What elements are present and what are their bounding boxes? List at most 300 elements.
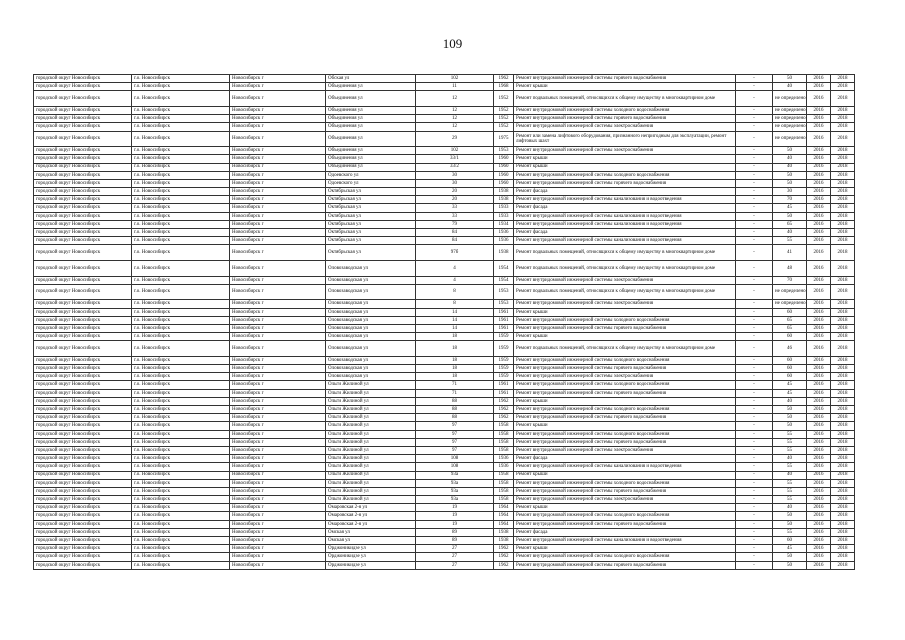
cell-street: Одоевского ул (326, 171, 416, 179)
cell-work-type: Ремонт внутридомовой инженерной системы горячего водоснабжения (514, 75, 736, 83)
cell-house: 27 (416, 561, 494, 569)
cell-work-type: Ремонт внутридомовой инженерной системы холодного водоснабжения (514, 356, 736, 364)
cell-house: 14 (416, 308, 494, 316)
cell-dash: - (736, 545, 773, 553)
cell-year: 1936 (494, 463, 514, 471)
cell-price: 40 (773, 163, 807, 171)
cell-house: 27 (416, 553, 494, 561)
cell-work-type: Ремонт крыши (514, 545, 736, 553)
cell-price: 70 (773, 276, 807, 284)
table-row (34, 75, 855, 83)
cell-year: 1964 (494, 504, 514, 512)
cell-work-type: Ремонт крыши (514, 308, 736, 316)
cell-okrug: городской округ Новосибирск (34, 196, 132, 204)
table-row (34, 520, 855, 528)
table-row (34, 389, 855, 397)
cell-work-type: Ремонт фасада (514, 188, 736, 196)
table-row (34, 561, 855, 569)
cell-year: 1953 (494, 284, 514, 300)
cell-house: 4 (416, 260, 494, 276)
table-row (34, 196, 855, 204)
cell-price: 40 (773, 229, 807, 237)
cell-house: 33/2 (416, 163, 494, 171)
cell-street: Омская ул (326, 528, 416, 536)
cell-price: не определено (773, 115, 807, 123)
cell-year: 1961 (494, 381, 514, 389)
cell-settlement: Новосибирск г (230, 496, 326, 504)
cell-work-type: Ремонт или замена лифтового оборудования, признанного непригодным для эксплуатации, ремонт лифтовых шахт (514, 131, 736, 147)
cell-go: г.о. Новосибирск (132, 463, 230, 471)
cell-okrug: городской округ Новосибирск (34, 276, 132, 284)
cell-year-start: 2016 (807, 333, 831, 341)
cell-year-start: 2016 (807, 229, 831, 237)
cell-work-type: Ремонт фасада (514, 528, 736, 536)
cell-dash: - (736, 446, 773, 454)
cell-go: г.о. Новосибирск (132, 316, 230, 324)
table-row (34, 333, 855, 341)
cell-settlement: Новосибирск г (230, 430, 326, 438)
cell-dash: - (736, 188, 773, 196)
cell-year-start: 2016 (807, 204, 831, 212)
cell-okrug: городской округ Новосибирск (34, 324, 132, 332)
cell-house: 19 (416, 512, 494, 520)
cell-settlement: Новосибирск г (230, 316, 326, 324)
cell-year: 1933 (494, 204, 514, 212)
cell-go: г.о. Новосибирск (132, 553, 230, 561)
cell-settlement: Новосибирск г (230, 196, 326, 204)
cell-year-end: 2018 (831, 553, 855, 561)
cell-dash: - (736, 365, 773, 373)
cell-go: г.о. Новосибирск (132, 455, 230, 463)
cell-street: Октябрьская ул (326, 188, 416, 196)
cell-dash: - (736, 561, 773, 569)
cell-year: 1959 (494, 356, 514, 364)
cell-settlement: Новосибирск г (230, 455, 326, 463)
cell-okrug: городской округ Новосибирск (34, 528, 132, 536)
cell-settlement: Новосибирск г (230, 471, 326, 479)
cell-year: 1958 (494, 438, 514, 446)
cell-dash: - (736, 212, 773, 220)
cell-go: г.о. Новосибирск (132, 561, 230, 569)
cell-go: г.о. Новосибирск (132, 229, 230, 237)
cell-okrug: городской округ Новосибирск (34, 75, 132, 83)
cell-dash: - (736, 106, 773, 114)
cell-go: г.о. Новосибирск (132, 356, 230, 364)
cell-dash: - (736, 123, 773, 131)
cell-dash: - (736, 300, 773, 308)
table-row (34, 463, 855, 471)
cell-year-end: 2018 (831, 237, 855, 245)
cell-year-start: 2016 (807, 397, 831, 405)
cell-house: 97 (416, 422, 494, 430)
table-row (34, 365, 855, 373)
cell-dash: - (736, 520, 773, 528)
cell-house: 18 (416, 365, 494, 373)
cell-year-start: 2016 (807, 528, 831, 536)
cell-street: Ольги Жилиной ул (326, 455, 416, 463)
cell-dash: - (736, 373, 773, 381)
cell-dash: - (736, 553, 773, 561)
cell-house: 12 (416, 106, 494, 114)
cell-price: 41 (773, 245, 807, 261)
cell-settlement: Новосибирск г (230, 106, 326, 114)
cell-settlement: Новосибирск г (230, 487, 326, 495)
cell-year-end: 2018 (831, 397, 855, 405)
cell-year-start: 2016 (807, 422, 831, 430)
cell-year-end: 2018 (831, 276, 855, 284)
cell-year-end: 2018 (831, 463, 855, 471)
table-row (34, 487, 855, 495)
cell-go: г.о. Новосибирск (132, 446, 230, 454)
cell-year-start: 2016 (807, 471, 831, 479)
cell-go: г.о. Новосибирск (132, 341, 230, 357)
cell-dash: - (736, 237, 773, 245)
cell-year-start: 2016 (807, 324, 831, 332)
cell-okrug: городской округ Новосибирск (34, 422, 132, 430)
cell-settlement: Новосибирск г (230, 333, 326, 341)
cell-street: Оловозаводская ул (326, 333, 416, 341)
cell-work-type: Ремонт внутридомовой инженерной системы холодного водоснабжения (514, 171, 736, 179)
cell-price: 55 (773, 430, 807, 438)
cell-street: Ольги Жилиной ул (326, 430, 416, 438)
cell-go: г.о. Новосибирск (132, 545, 230, 553)
cell-street: Объединения ул (326, 91, 416, 107)
cell-dash: - (736, 463, 773, 471)
cell-price: 30 (773, 188, 807, 196)
cell-settlement: Новосибирск г (230, 341, 326, 357)
cell-work-type: Ремонт крыши (514, 397, 736, 405)
cell-price: 55 (773, 446, 807, 454)
cell-settlement: Новосибирск г (230, 83, 326, 91)
cell-house: 12 (416, 123, 494, 131)
table-row (34, 553, 855, 561)
cell-year-end: 2018 (831, 316, 855, 324)
cell-settlement: Новосибирск г (230, 414, 326, 422)
table-row (34, 537, 855, 545)
cell-year: 1959 (494, 365, 514, 373)
cell-dash: - (736, 397, 773, 405)
cell-go: г.о. Новосибирск (132, 381, 230, 389)
cell-house: 102 (416, 147, 494, 155)
cell-year-start: 2016 (807, 406, 831, 414)
cell-year-end: 2018 (831, 422, 855, 430)
cell-year-end: 2018 (831, 520, 855, 528)
cell-work-type: Ремонт внутридомовой инженерной системы канализования и водоотведения (514, 196, 736, 204)
cell-house: 18 (416, 356, 494, 364)
cell-year-end: 2018 (831, 115, 855, 123)
cell-year: 1936 (494, 455, 514, 463)
cell-dash: - (736, 504, 773, 512)
cell-year-start: 2016 (807, 553, 831, 561)
cell-go: г.о. Новосибирск (132, 528, 230, 536)
cell-okrug: городской округ Новосибирск (34, 155, 132, 163)
cell-okrug: городской округ Новосибирск (34, 496, 132, 504)
cell-year: 1962 (494, 406, 514, 414)
cell-street: Объединения ул (326, 163, 416, 171)
cell-dash: - (736, 204, 773, 212)
cell-year-end: 2018 (831, 324, 855, 332)
cell-dash: - (736, 83, 773, 91)
cell-street: Оловозаводская ул (326, 308, 416, 316)
cell-okrug: городской округ Новосибирск (34, 316, 132, 324)
cell-house: 71 (416, 381, 494, 389)
cell-price: 55 (773, 496, 807, 504)
cell-street: Омаровская 2-я ул (326, 512, 416, 520)
cell-street: Объединения ул (326, 83, 416, 91)
cell-year: 1954 (494, 260, 514, 276)
cell-go: г.о. Новосибирск (132, 123, 230, 131)
cell-year-start: 2016 (807, 163, 831, 171)
cell-year: 1938 (494, 196, 514, 204)
cell-price: не определено (773, 91, 807, 107)
table-row (34, 237, 855, 245)
cell-street: Оловозаводская ул (326, 341, 416, 357)
cell-year: 1959 (494, 341, 514, 357)
cell-year: 1959 (494, 333, 514, 341)
cell-house: 93а (416, 471, 494, 479)
cell-year: 1952 (494, 115, 514, 123)
cell-year-end: 2018 (831, 365, 855, 373)
cell-go: г.о. Новосибирск (132, 422, 230, 430)
cell-go: г.о. Новосибирск (132, 75, 230, 83)
cell-settlement: Новосибирск г (230, 123, 326, 131)
cell-dash: - (736, 333, 773, 341)
cell-street: Оловозаводская ул (326, 365, 416, 373)
cell-year: 1953 (494, 300, 514, 308)
cell-settlement: Новосибирск г (230, 91, 326, 107)
cell-year-end: 2018 (831, 430, 855, 438)
cell-okrug: городской округ Новосибирск (34, 463, 132, 471)
table-row (34, 356, 855, 364)
cell-year: 1938 (494, 537, 514, 545)
cell-settlement: Новосибирск г (230, 171, 326, 179)
table-row (34, 504, 855, 512)
cell-price: 55 (773, 463, 807, 471)
cell-okrug: городской округ Новосибирск (34, 163, 132, 171)
cell-go: г.о. Новосибирск (132, 276, 230, 284)
cell-house: 89 (416, 537, 494, 545)
cell-settlement: Новосибирск г (230, 179, 326, 187)
cell-year-start: 2016 (807, 504, 831, 512)
cell-price: не определено (773, 284, 807, 300)
cell-settlement: Новосибирск г (230, 520, 326, 528)
cell-house: 79 (416, 220, 494, 228)
cell-dash: - (736, 479, 773, 487)
cell-okrug: городской округ Новосибирск (34, 284, 132, 300)
cell-okrug: городской округ Новосибирск (34, 131, 132, 147)
cell-house: 8 (416, 300, 494, 308)
cell-work-type: Ремонт внутридомовой инженерной системы холодного водоснабжения (514, 106, 736, 114)
cell-okrug: городской округ Новосибирск (34, 438, 132, 446)
cell-go: г.о. Новосибирск (132, 115, 230, 123)
cell-street: Оловозаводская ул (326, 260, 416, 276)
cell-price: 50 (773, 179, 807, 187)
cell-price: 40 (773, 155, 807, 163)
cell-house: 33 (416, 212, 494, 220)
cell-year: 1936 (494, 237, 514, 245)
cell-year-start: 2016 (807, 284, 831, 300)
cell-street: Ольги Жилиной ул (326, 463, 416, 471)
cell-okrug: городской округ Новосибирск (34, 188, 132, 196)
cell-okrug: городской округ Новосибирск (34, 106, 132, 114)
cell-dash: - (736, 131, 773, 147)
cell-okrug: городской округ Новосибирск (34, 504, 132, 512)
table-row (34, 188, 855, 196)
cell-dash: - (736, 414, 773, 422)
cell-price: 60 (773, 308, 807, 316)
cell-house: 27 (416, 545, 494, 553)
cell-work-type: Ремонт крыши (514, 471, 736, 479)
table-row (34, 446, 855, 454)
table-row (34, 381, 855, 389)
cell-okrug: городской округ Новосибирск (34, 537, 132, 545)
cell-street: Одоевского ул (326, 179, 416, 187)
cell-year-start: 2016 (807, 356, 831, 364)
cell-price: 40 (773, 471, 807, 479)
cell-dash: - (736, 91, 773, 107)
cell-street: Объединения ул (326, 147, 416, 155)
table-row (34, 131, 855, 147)
cell-price: не определено (773, 131, 807, 147)
cell-year-start: 2016 (807, 446, 831, 454)
cell-work-type: Ремонт внутридомовой инженерной системы холодного водоснабжения (514, 406, 736, 414)
cell-year: 1962 (494, 75, 514, 83)
cell-year: 1958 (494, 471, 514, 479)
cell-street: Орджоникидзе ул (326, 561, 416, 569)
cell-go: г.о. Новосибирск (132, 155, 230, 163)
cell-house: 88 (416, 406, 494, 414)
cell-street: Обская ул (326, 75, 416, 83)
cell-house: 12 (416, 91, 494, 107)
cell-year-end: 2018 (831, 171, 855, 179)
cell-street: Оловозаводская ул (326, 356, 416, 364)
cell-year: 1958 (494, 430, 514, 438)
cell-year-end: 2018 (831, 83, 855, 91)
cell-year-start: 2016 (807, 245, 831, 261)
repair-schedule-table (33, 74, 855, 570)
table-row (34, 528, 855, 536)
cell-year-end: 2018 (831, 414, 855, 422)
cell-price: 60 (773, 356, 807, 364)
cell-year-start: 2016 (807, 496, 831, 504)
cell-settlement: Новосибирск г (230, 373, 326, 381)
cell-year-end: 2018 (831, 75, 855, 83)
cell-year-end: 2018 (831, 260, 855, 276)
cell-okrug: городской округ Новосибирск (34, 308, 132, 316)
cell-settlement: Новосибирск г (230, 528, 326, 536)
cell-year-end: 2018 (831, 333, 855, 341)
cell-work-type: Ремонт внутридомовой инженерной системы горячего водоснабжения (514, 179, 736, 187)
table-row (34, 316, 855, 324)
cell-go: г.о. Новосибирск (132, 147, 230, 155)
cell-price: 40 (773, 455, 807, 463)
cell-year-end: 2018 (831, 300, 855, 308)
cell-dash: - (736, 324, 773, 332)
cell-okrug: городской округ Новосибирск (34, 115, 132, 123)
table-row (34, 455, 855, 463)
cell-okrug: городской округ Новосибирск (34, 341, 132, 357)
cell-dash: - (736, 471, 773, 479)
cell-dash: - (736, 356, 773, 364)
cell-price: 55 (773, 487, 807, 495)
cell-year: 1961 (494, 308, 514, 316)
cell-street: Оловозаводская ул (326, 284, 416, 300)
cell-price: 55 (773, 479, 807, 487)
cell-okrug: городской округ Новосибирск (34, 381, 132, 389)
cell-year: 1962 (494, 414, 514, 422)
cell-year-end: 2018 (831, 229, 855, 237)
cell-okrug: городской округ Новосибирск (34, 179, 132, 187)
cell-go: г.о. Новосибирск (132, 479, 230, 487)
cell-year-end: 2018 (831, 406, 855, 414)
cell-street: Оловозаводская ул (326, 324, 416, 332)
cell-street: Орджоникидзе ул (326, 553, 416, 561)
cell-year-start: 2016 (807, 341, 831, 357)
table-row (34, 324, 855, 332)
cell-year-end: 2018 (831, 438, 855, 446)
cell-dash: - (736, 430, 773, 438)
table-row (34, 496, 855, 504)
cell-go: г.о. Новосибирск (132, 83, 230, 91)
table-row (34, 212, 855, 220)
cell-work-type: Ремонт внутридомовой инженерной системы электроснабжения (514, 446, 736, 454)
cell-year-start: 2016 (807, 545, 831, 553)
cell-dash: - (736, 528, 773, 536)
cell-year-end: 2018 (831, 356, 855, 364)
cell-okrug: городской округ Новосибирск (34, 123, 132, 131)
cell-settlement: Новосибирск г (230, 504, 326, 512)
cell-year-start: 2016 (807, 237, 831, 245)
cell-settlement: Новосибирск г (230, 324, 326, 332)
cell-work-type: Ремонт внутридомовой инженерной системы холодного водоснабжения (514, 512, 736, 520)
cell-price: 40 (773, 397, 807, 405)
cell-house: 30 (416, 179, 494, 187)
cell-dash: - (736, 260, 773, 276)
table-row (34, 397, 855, 405)
cell-street: Объединения ул (326, 123, 416, 131)
cell-settlement: Новосибирск г (230, 463, 326, 471)
cell-year: 1964 (494, 520, 514, 528)
cell-street: Ольги Жилиной ул (326, 414, 416, 422)
cell-go: г.о. Новосибирск (132, 171, 230, 179)
cell-house: 33/1 (416, 155, 494, 163)
cell-price: 65 (773, 324, 807, 332)
cell-year-start: 2016 (807, 91, 831, 107)
cell-year: 1933 (494, 212, 514, 220)
cell-year: 1959 (494, 373, 514, 381)
cell-dash: - (736, 147, 773, 155)
cell-year: 1952 (494, 123, 514, 131)
cell-street: Октябрьская ул (326, 220, 416, 228)
cell-price: 50 (773, 422, 807, 430)
cell-year-end: 2018 (831, 155, 855, 163)
cell-street: Ольги Жилиной ул (326, 389, 416, 397)
cell-work-type: Ремонт крыши (514, 333, 736, 341)
cell-work-type: Ремонт крыши (514, 83, 736, 91)
cell-settlement: Новосибирск г (230, 204, 326, 212)
cell-dash: - (736, 245, 773, 261)
cell-year: 1962 (494, 397, 514, 405)
cell-okrug: городской округ Новосибирск (34, 512, 132, 520)
cell-dash: - (736, 171, 773, 179)
cell-house: 19 (416, 520, 494, 528)
cell-year: 1953 (494, 147, 514, 155)
cell-year-start: 2016 (807, 276, 831, 284)
cell-work-type: Ремонт внутридомовой инженерной системы холодного водоснабжения (514, 316, 736, 324)
cell-go: г.о. Новосибирск (132, 188, 230, 196)
cell-year-start: 2016 (807, 316, 831, 324)
cell-work-type: Ремонт внутридомовой инженерной системы электроснабжения (514, 373, 736, 381)
